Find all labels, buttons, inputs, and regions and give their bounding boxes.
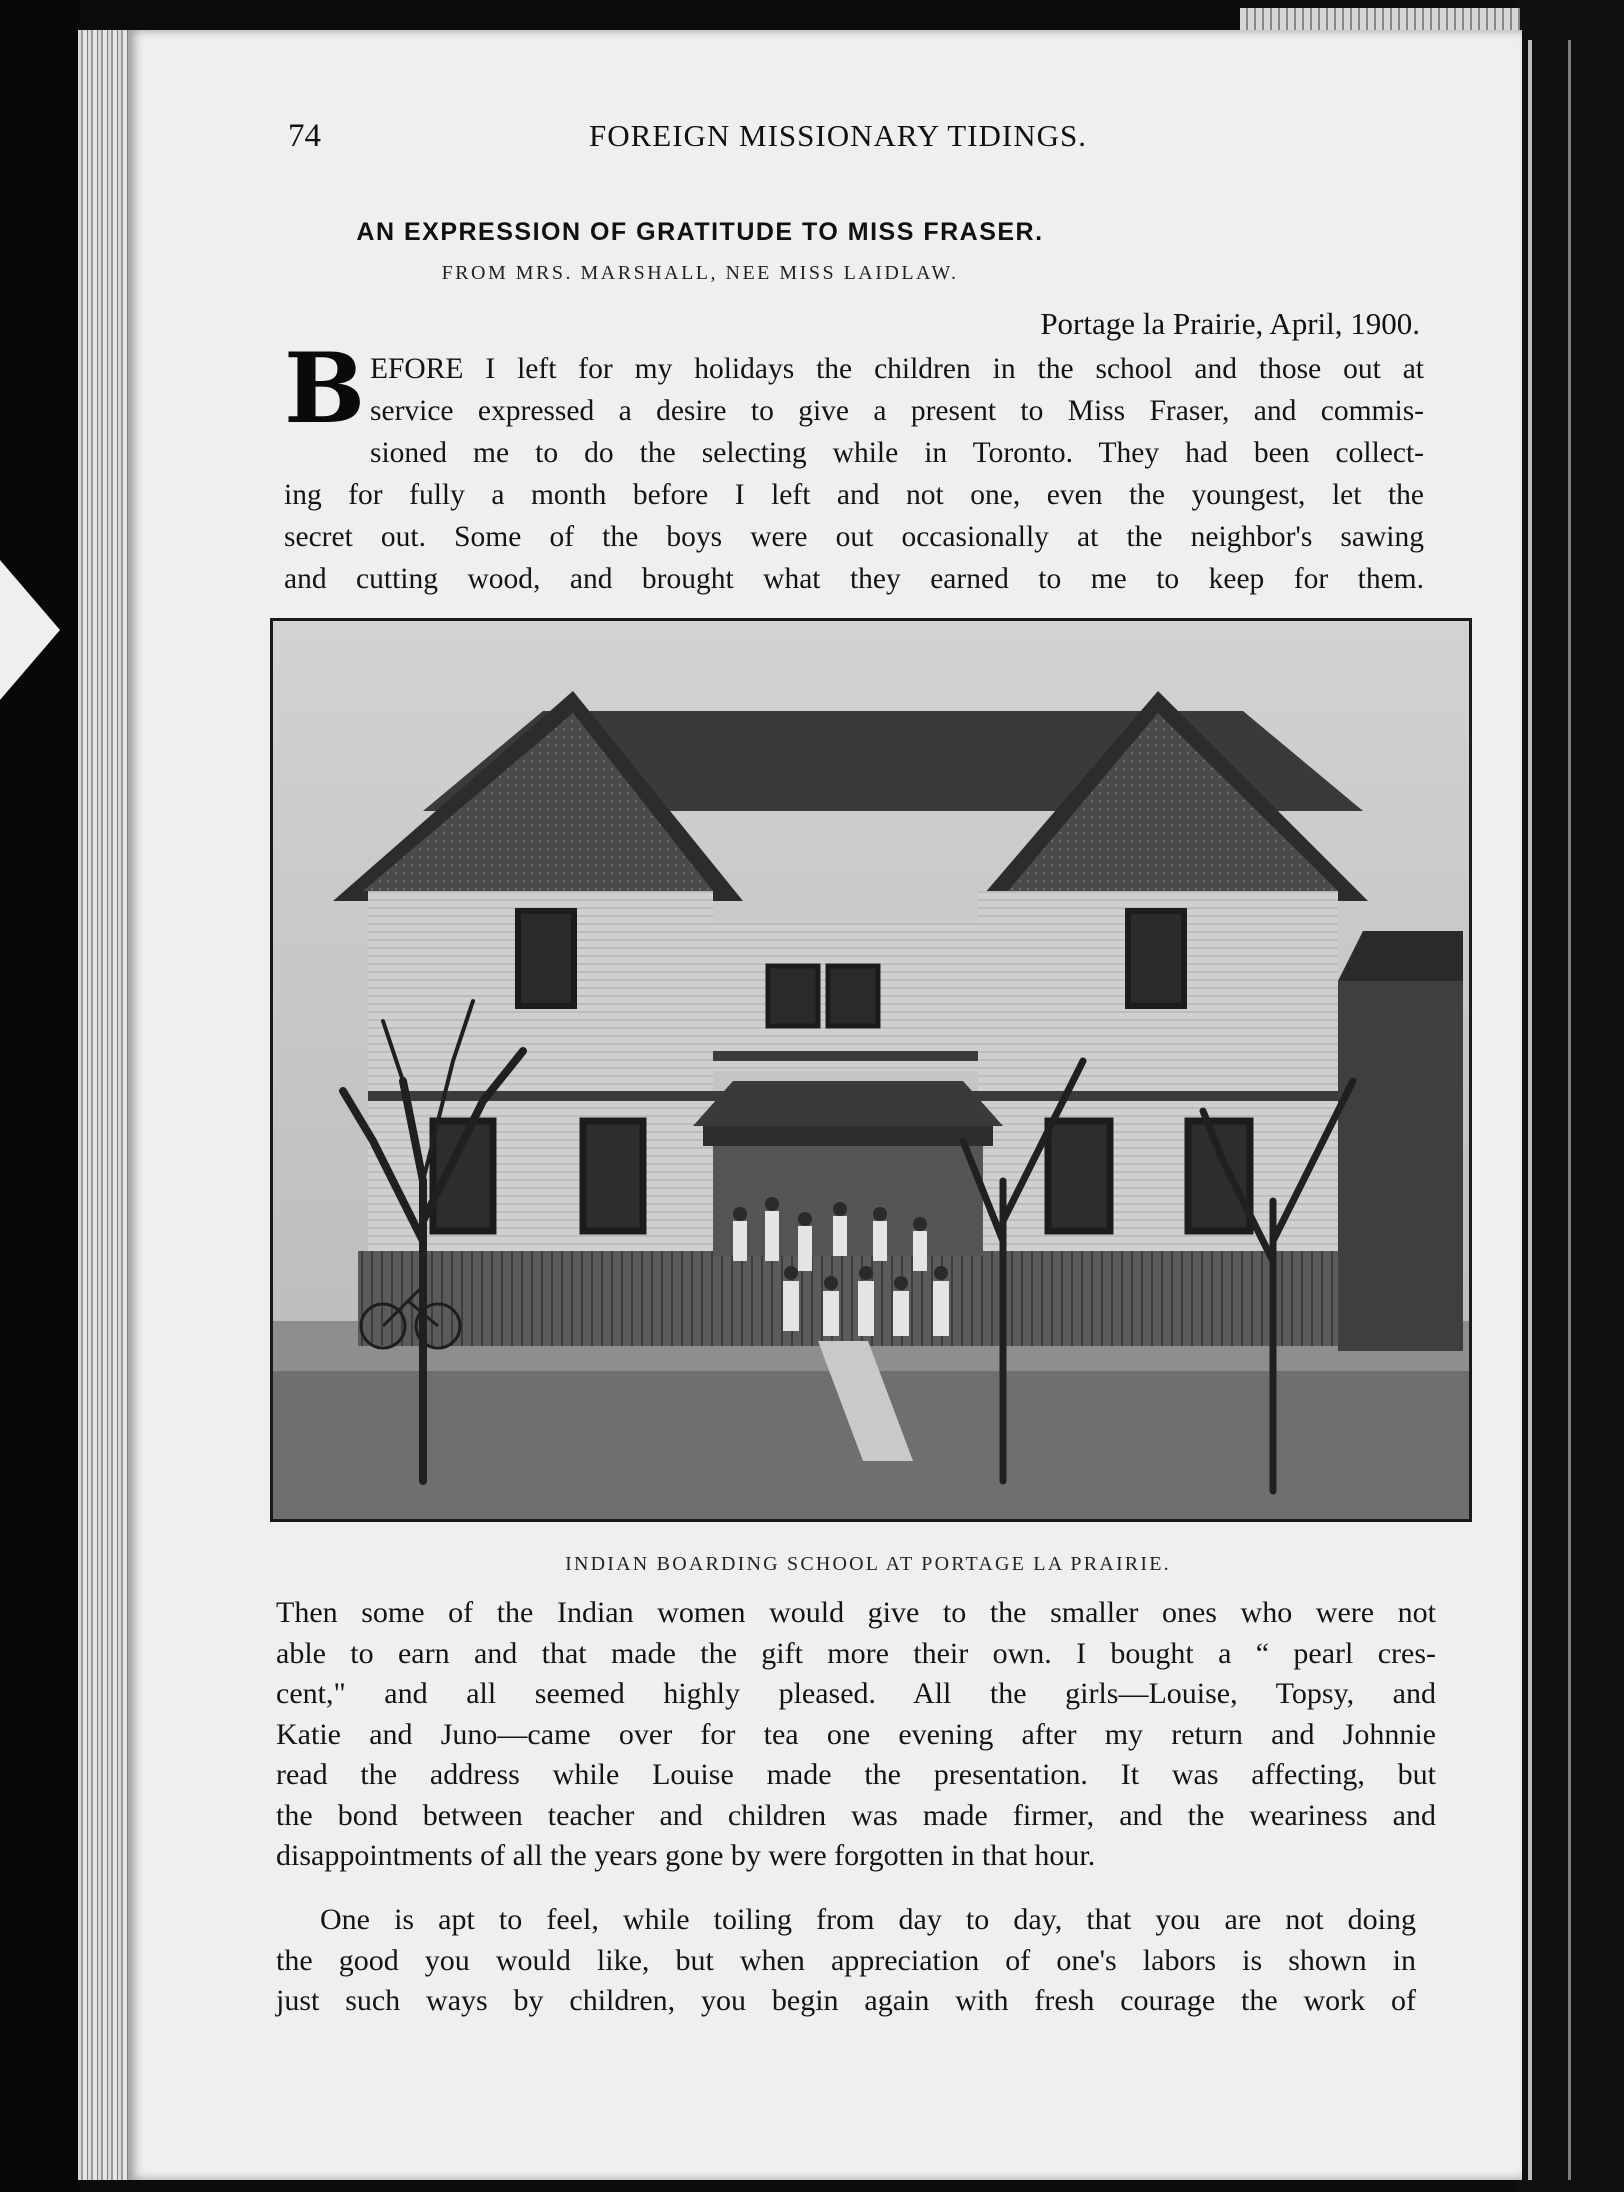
paragraph-line: service expressed a desire to give a present to Miss Fraser, and commis-	[370, 395, 1424, 427]
paragraph-line: the bond between teacher and children was made firmer, and the weariness and	[276, 1798, 1436, 1832]
paragraph-2	[276, 1593, 1436, 1877]
article-byline: FROM MRS. MARSHALL, NEE MISS LAIDLAW.	[441, 262, 959, 284]
paragraph-3	[276, 1900, 1416, 2022]
scan-top-strip	[1240, 8, 1520, 32]
binding-edge-inner	[1568, 40, 1571, 2180]
paragraph-line: One is apt to feel, while toiling from day to day, that you are not doing	[320, 1903, 1416, 1936]
paragraph-line: sioned me to do the selecting while in Toronto. They had been collect-	[370, 437, 1424, 469]
paragraph-1	[284, 332, 1424, 600]
binding-edge	[1528, 40, 1532, 2180]
paragraph-line: read the address while Louise made the presentation. It was affecting, but	[276, 1758, 1436, 1791]
paragraph-line: Then some of the Indian women would give to the smaller ones who were not	[276, 1596, 1436, 1629]
running-title: FOREIGN MISSIONARY TIDINGS.	[588, 118, 1088, 153]
scan-left-margin	[0, 0, 80, 2192]
paragraph-line: and cutting wood, and brought what they earned to me to keep for them.	[284, 563, 1424, 595]
paragraph-line: secret out. Some of the boys were out occasionally at the neighbor's sawing	[284, 521, 1424, 553]
article-dateline: Portage la Prairie, April, 1900.	[1040, 306, 1420, 341]
scan-left-notch	[0, 560, 60, 700]
photo-caption: INDIAN BOARDING SCHOOL AT PORTAGE LA PRAIRIE.	[565, 1553, 1171, 1575]
paragraph-line: EFORE I left for my holidays the children in the school and those out at	[370, 353, 1424, 385]
paragraph-line: Katie and Juno—came over for tea one evening after my return and Johnnie	[276, 1717, 1436, 1751]
paragraph-line: the good you would like, but when appreciation of one's labors is shown in	[276, 1943, 1416, 1977]
article-title: AN EXPRESSION OF GRATITUDE TO MISS FRASER.	[356, 218, 1044, 246]
paragraph-line: disappointments of all the years gone by were forgotten in that hour.	[276, 1839, 1096, 1872]
page-number: 74	[288, 118, 321, 154]
page-header	[288, 118, 1388, 168]
paragraph-line: able to earn and that made the gift more their own. I bought a “ pearl cres-	[276, 1636, 1436, 1670]
drop-cap: B	[284, 332, 366, 445]
paragraph-line: cent," and all seemed highly pleased. All the girls—Louise, Topsy, and	[276, 1677, 1436, 1710]
paragraph-line: ing for fully a month before I left and not one, even the youngest, let the	[284, 479, 1424, 511]
paragraph-line: just such ways by children, you begin again with fresh courage the work of	[276, 1984, 1416, 2017]
school-photograph	[270, 618, 1472, 1522]
